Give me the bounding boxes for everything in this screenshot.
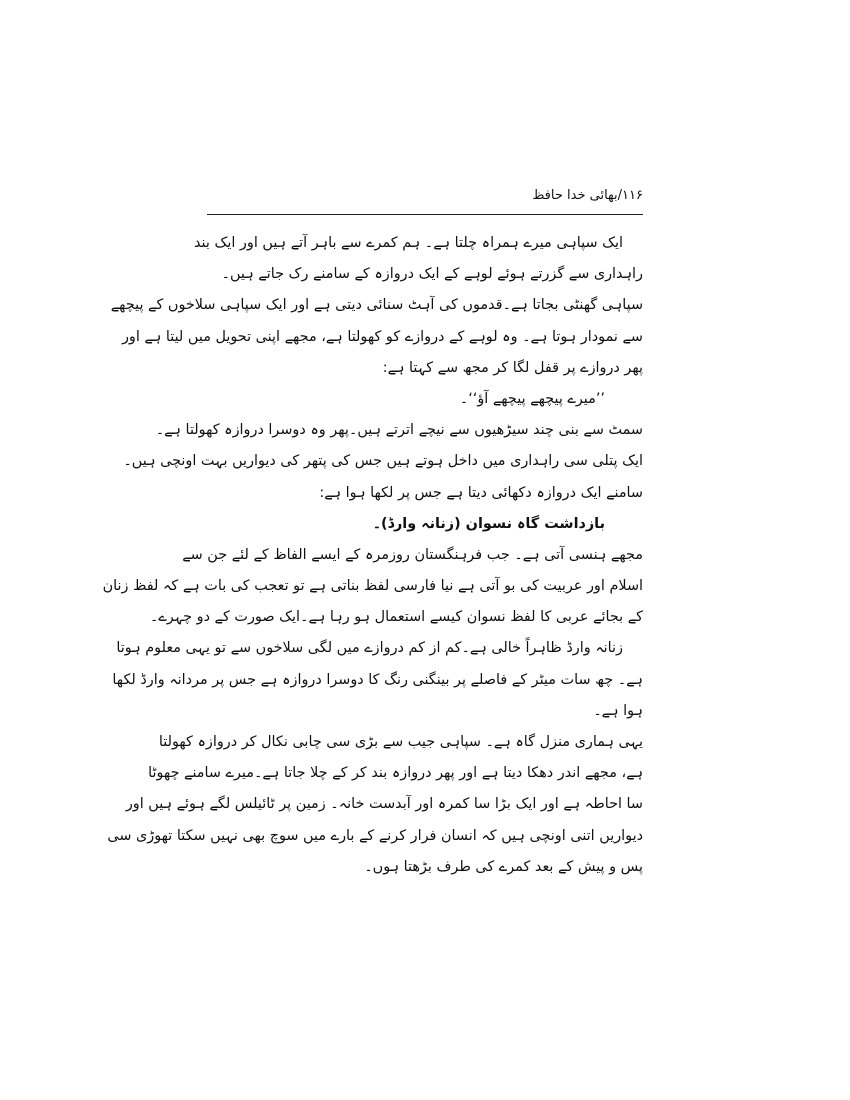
body-line: ہے، مجھے اندر دھکا دیتا ہے اور پھر دروازہ بند کر کے چلا جاتا ہے۔میرے سامنے چھوٹا xyxy=(148,765,643,782)
sign-text-line: بازداشت گاہ نسوان (زنانہ وارڈ)۔ xyxy=(372,515,605,532)
body-line: پھر دروازے پر قفل لگا کر مجھ سے کہتا ہے: xyxy=(382,359,643,376)
body-line: یہی ہماری منزل گاہ ہے۔ سپاہی جیب سے بڑی سی چابی نکال کر دروازہ کھولتا xyxy=(158,734,643,750)
header-rule xyxy=(207,214,643,215)
body-line: کے بجائے عربی کا لفظ نسوان کیسے استعمال ہو رہا ہے۔ایک صورت کے دو چہرے۔ xyxy=(149,609,643,626)
body-line: سامنے ایک دروازہ دکھائی دیتا ہے جس پر لکھا ہوا ہے: xyxy=(319,484,643,501)
running-header: ۱۱۶/بھائی خدا حافظ xyxy=(532,188,643,203)
quoted-line: ’’میرے پیچھے پیچھے آؤ‘‘۔ xyxy=(459,390,605,407)
body-line: ایک سپاہی میرے ہمراہ چلتا ہے۔ ہم کمرے سے باہر آتے ہیں اور ایک بند xyxy=(193,235,623,251)
body-line: سے نمودار ہوتا ہے۔ وہ لوہے کے دروازے کو کھولتا ہے، مجھے اپنی تحویل میں لیتا ہے اور xyxy=(121,328,643,345)
body-line: ہے۔ چھ سات میٹر کے فاصلے پر بینگنی رنگ کا دوسرا دروازہ ہے جس پر مردانہ وارڈ لکھا xyxy=(112,671,643,688)
body-line: سا احاطہ ہے اور ایک بڑا سا کمرہ اور آبدست خانہ۔ زمین پر ٹائیلس لگے ہوئے ہیں اور xyxy=(125,796,643,813)
body-line: مجھے ہنسی آتی ہے۔ جب فرہنگستان روزمرہ کے ایسے الفاظ کے لئے جن سے xyxy=(182,546,643,563)
body-line: راہداری سے گزرتے ہوئے لوہے کے ایک دروازہ کے سامنے رک جاتے ہیں۔ xyxy=(221,266,643,283)
body-line: پس و پیش کے بعد کمرے کی طرف بڑھتا ہوں۔ xyxy=(364,858,643,875)
body-line: دیواریں اتنی اونچی ہیں کہ انسان فرار کرنے کے بارے میں سوچ بھی نہیں سکتا تھوڑی سی xyxy=(107,827,643,844)
page-header xyxy=(207,177,643,215)
body-line: ہوا ہے۔ xyxy=(593,702,643,719)
body-line: زنانہ وارڈ ظاہراً خالی ہے۔کم از کم دروازے میں لگی سلاخوں سے تو یہی معلوم ہوتا xyxy=(116,640,623,657)
body-line: ایک پتلی سی راہداری میں داخل ہوتے ہیں جس کی پتھر کی دیواریں بہت اونچی ہیں۔ xyxy=(123,453,643,470)
page-body xyxy=(102,228,643,883)
body-line: سمٹ سے بنی چند سیڑھیوں سے نیچے اترتے ہیں۔پھر وہ دوسرا دروازہ کھولتا ہے۔ xyxy=(155,422,643,439)
body-line: سپاہی گھنٹی بجاتا ہے۔قدموں کی آہٹ سنائی دیتی ہے اور ایک سپاہی سلاخوں کے پیچھے xyxy=(110,297,643,314)
body-line: اسلام اور عربیت کی بو آتی ہے نیا فارسی لفظ بناتی ہے تو تعجب کی بات ہے کہ لفظ زنان xyxy=(102,578,643,595)
